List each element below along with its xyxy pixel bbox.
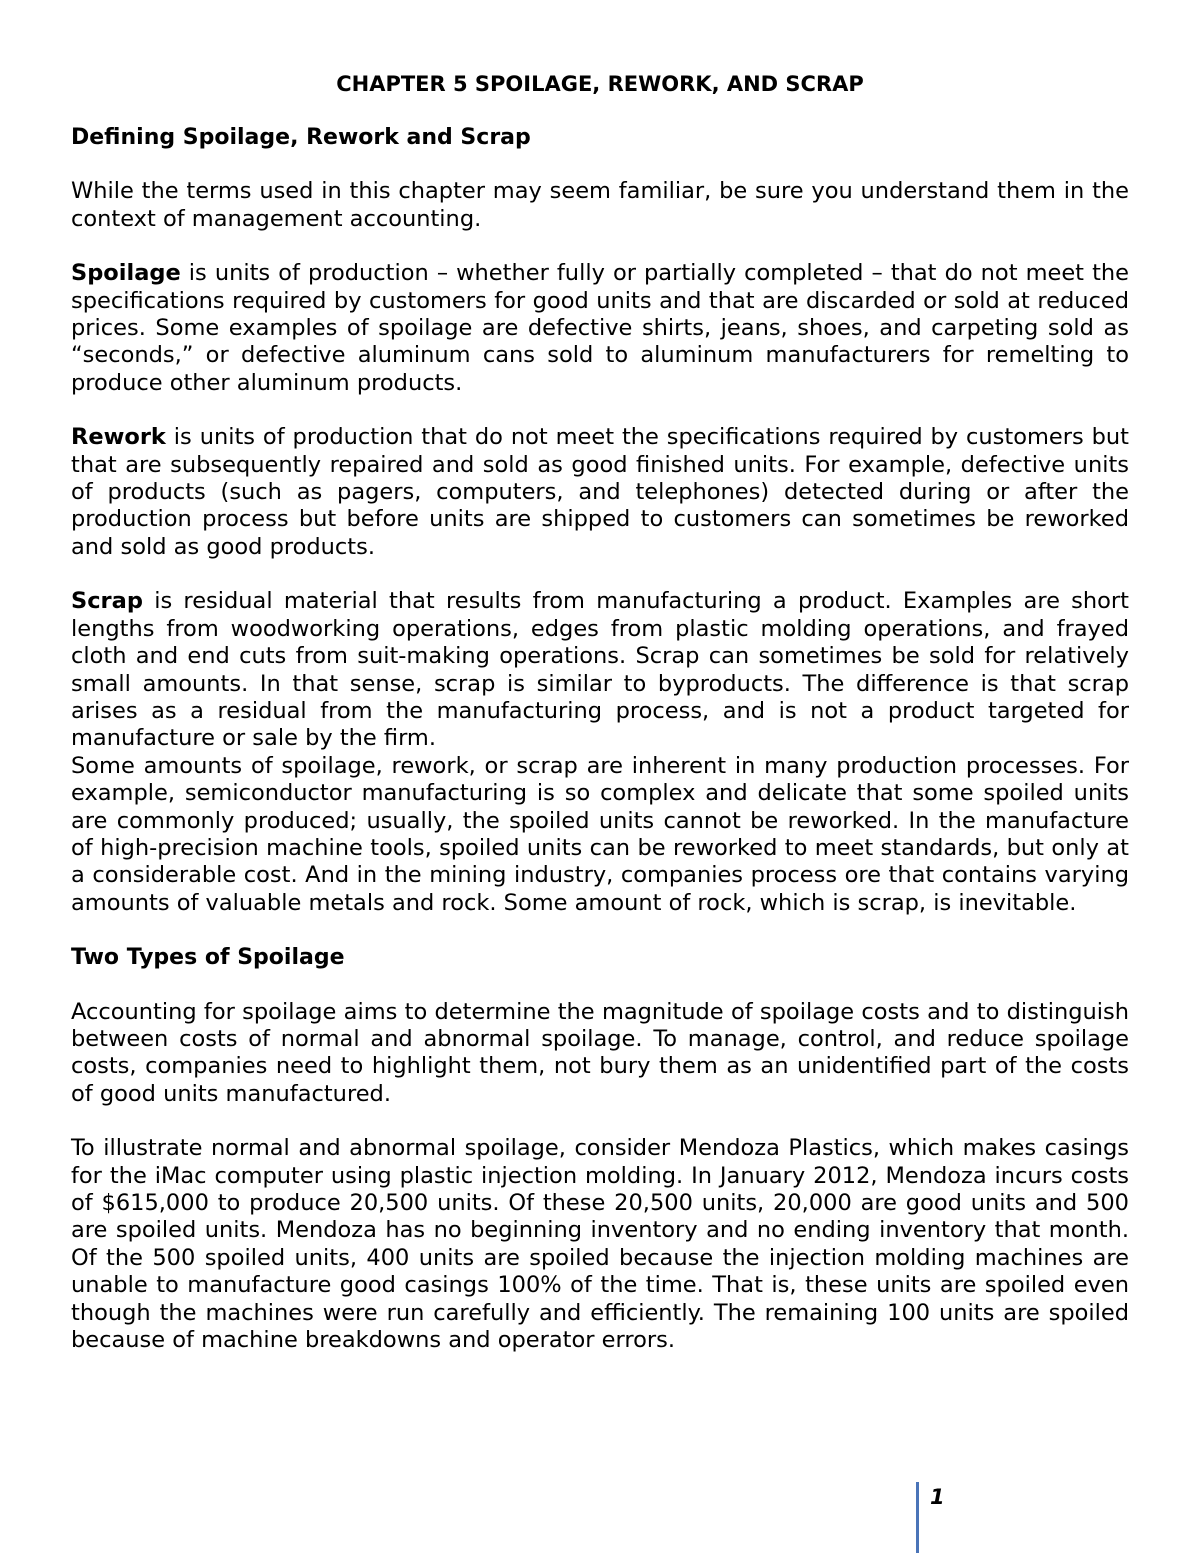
intro-paragraph: While the terms used in this chapter may seem familiar, be sure you understand them in the context of management accounting. xyxy=(71,178,1129,232)
chapter-title: CHAPTER 5 SPOILAGE, REWORK, AND SCRAP xyxy=(336,72,864,96)
page-number: 1 xyxy=(930,1485,945,1509)
page-number-divider xyxy=(916,1482,919,1553)
illustrate-paragraph: To illustrate normal and abnormal spoilage, consider Mendoza Plastics, which makes casings for the iMac computer using plastic injection molding. In January 2012, Mendoza incurs costs of $615,000 to produce 20,500 units. Of these 20,500 units, 20,000 are good units and 500 are spoiled units. Mendoza has no beginning inventory and no ending inventory that month. Of the 500 spoiled units, 400 units are spoiled because the injection molding machines are unable to manufacture good casings 100% of the time. That is, these units are spoiled even though the machines were run carefully and efficiently. The remaining 100 units are spoiled because of machine breakdowns and operator errors. xyxy=(71,1135,1129,1354)
scrap-term: Scrap xyxy=(71,588,143,615)
scrap-paragraph xyxy=(71,588,1129,752)
inherent-paragraph: Some amounts of spoilage, rework, or scrap are inherent in many production processes. For example, semiconductor manufacturing is so complex and delicate that some spoiled units are commonly produced; usually, the spoiled units cannot be reworked. In the manufacture of high-precision machine tools, spoiled units can be reworked to meet standards, but only at a considerable cost. And in the mining industry, companies process ore that contains varying amounts of valuable metals and rock. Some amount of rock, which is scrap, is inevitable. xyxy=(71,752,1129,916)
accounting-paragraph: Accounting for spoilage aims to determine the magnitude of spoilage costs and to distinguish between costs of normal and abnormal spoilage. To manage, control, and reduce spoilage costs, companies need to highlight them, not bury them as an unidentified part of the costs of good units manufactured. xyxy=(71,998,1129,1107)
document-page xyxy=(71,70,1129,1381)
spoilage-term: Spoilage xyxy=(71,260,181,287)
rework-term: Rework xyxy=(71,424,166,451)
spoilage-paragraph xyxy=(71,260,1129,397)
scrap-definition: is residual material that results from manufacturing a product. Examples are short lengths from woodworking operations, edges from plastic molding operations, and frayed cloth and end cuts from suit-making operations. Scrap can sometimes be sold for relatively small amounts. In that sense, scrap is similar to byproducts. The difference is that scrap arises as a residual from the manufacturing process, and is not a product targeted for manufacture or sale by the firm. xyxy=(71,588,1129,752)
section-heading-two-types: Two Types of Spoilage xyxy=(71,945,345,971)
section-heading-defining: Defining Spoilage, Rework and Scrap xyxy=(71,125,531,150)
rework-definition: is units of production that do not meet the specifications required by customers but that are subsequently repaired and sold as good finished units. For example, defective units of products (such as pagers, computers, and telephones) detected during or after the production process but before units are shipped to customers can sometimes be reworked and sold as good products. xyxy=(71,424,1129,560)
spoilage-definition: is units of production – whether fully or partially completed – that do not meet the specifications required by customers for good units and that are discarded or sold at reduced prices. Some examples of spoilage are defective shirts, jeans, shoes, and carpeting sold as “seconds,” or defective aluminum cans sold to aluminum manufacturers for remelting to produce other aluminum products. xyxy=(71,260,1129,396)
rework-paragraph xyxy=(71,424,1129,561)
